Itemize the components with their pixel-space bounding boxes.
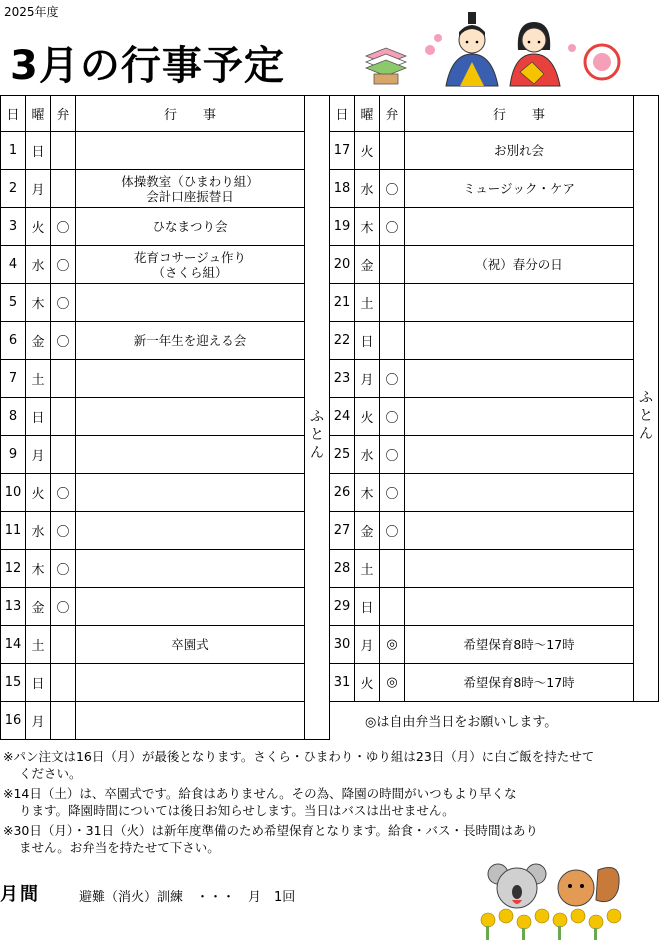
table-row bbox=[330, 360, 659, 398]
footnote bbox=[3, 822, 623, 856]
event-cell bbox=[405, 398, 634, 436]
lunch-cell bbox=[51, 702, 76, 740]
table-row bbox=[1, 664, 330, 702]
day-cell: 4 bbox=[1, 246, 26, 284]
schedule-table-right bbox=[329, 95, 659, 702]
event-cell bbox=[405, 474, 634, 512]
event-cell: お別れ会 bbox=[405, 132, 634, 170]
lunch-cell: 〇 bbox=[380, 208, 405, 246]
lunch-cell bbox=[380, 550, 405, 588]
event-cell bbox=[76, 284, 305, 322]
event-cell: 希望保育8時～17時 bbox=[405, 626, 634, 664]
event-cell: 新一年生を迎える会 bbox=[76, 322, 305, 360]
weekday-cell: 火 bbox=[26, 474, 51, 512]
weekday-cell: 土 bbox=[26, 360, 51, 398]
table-row bbox=[1, 322, 330, 360]
lunch-cell: 〇 bbox=[51, 474, 76, 512]
footnotes bbox=[3, 748, 623, 859]
table-row bbox=[330, 512, 659, 550]
lunch-cell: 〇 bbox=[51, 550, 76, 588]
footnote bbox=[3, 748, 623, 782]
header-weekday: 曜 bbox=[355, 96, 380, 132]
animals-flowers-illustration bbox=[478, 860, 628, 942]
header-day: 日 bbox=[1, 96, 26, 132]
event-cell bbox=[405, 436, 634, 474]
event-cell: ミュージック・ケア bbox=[405, 170, 634, 208]
event-cell bbox=[76, 512, 305, 550]
weekday-cell: 金 bbox=[355, 512, 380, 550]
weekday-cell: 土 bbox=[355, 284, 380, 322]
day-cell: 27 bbox=[330, 512, 355, 550]
schedule-table-left bbox=[0, 95, 330, 740]
lunch-cell bbox=[51, 664, 76, 702]
day-cell: 10 bbox=[1, 474, 26, 512]
event-cell bbox=[405, 208, 634, 246]
table-row bbox=[1, 170, 330, 208]
weekday-cell: 火 bbox=[26, 208, 51, 246]
day-cell: 31 bbox=[330, 664, 355, 702]
day-cell: 30 bbox=[330, 626, 355, 664]
header-weekday: 曜 bbox=[26, 96, 51, 132]
day-cell: 15 bbox=[1, 664, 26, 702]
day-cell: 18 bbox=[330, 170, 355, 208]
event-cell bbox=[405, 550, 634, 588]
weekday-cell: 金 bbox=[355, 246, 380, 284]
day-cell: 7 bbox=[1, 360, 26, 398]
weekday-cell: 金 bbox=[26, 322, 51, 360]
weekday-cell: 火 bbox=[355, 132, 380, 170]
nanohana-flower-icon bbox=[481, 909, 621, 929]
event-cell bbox=[405, 360, 634, 398]
table-row bbox=[1, 702, 330, 740]
event-cell bbox=[76, 664, 305, 702]
weekday-cell: 土 bbox=[355, 550, 380, 588]
weekday-cell: 日 bbox=[355, 322, 380, 360]
footnote-line: ※パン注文は16日（月）が最後となります。さくら・ひまわり・ゆり組は23日（月）に白ご飯を持たせて bbox=[3, 749, 595, 764]
event-cell bbox=[405, 588, 634, 626]
weekday-cell: 水 bbox=[355, 436, 380, 474]
weekday-cell: 木 bbox=[355, 208, 380, 246]
day-cell: 20 bbox=[330, 246, 355, 284]
footnote-line: ※30日（月）・31日（火）は新年度準備のため希望保育となります。給食・バス・長時間はあり bbox=[3, 823, 539, 838]
lunch-cell: 〇 bbox=[51, 322, 76, 360]
table-row bbox=[1, 398, 330, 436]
lunch-cell: 〇 bbox=[380, 436, 405, 474]
day-cell: 23 bbox=[330, 360, 355, 398]
weekday-cell: 水 bbox=[26, 246, 51, 284]
header-event: 行 事 bbox=[405, 96, 634, 132]
weekday-cell: 月 bbox=[26, 702, 51, 740]
event-cell bbox=[76, 550, 305, 588]
table-row bbox=[330, 474, 659, 512]
day-cell: 28 bbox=[330, 550, 355, 588]
event-cell: 希望保育8時～17時 bbox=[405, 664, 634, 702]
weekday-cell: 火 bbox=[355, 664, 380, 702]
lunch-cell bbox=[51, 360, 76, 398]
lunch-cell: 〇 bbox=[380, 512, 405, 550]
table-row bbox=[330, 132, 659, 170]
day-cell: 3 bbox=[1, 208, 26, 246]
lunch-cell: 〇 bbox=[51, 246, 76, 284]
day-cell: 29 bbox=[330, 588, 355, 626]
event-cell bbox=[76, 132, 305, 170]
lunch-cell: ◎ bbox=[380, 626, 405, 664]
table-row bbox=[330, 246, 659, 284]
day-cell: 1 bbox=[1, 132, 26, 170]
day-cell: 5 bbox=[1, 284, 26, 322]
day-cell: 14 bbox=[1, 626, 26, 664]
hina-dolls-illustration bbox=[362, 6, 627, 92]
footnote-line: ります。降園時間については後日お知らせします。当日はバスは出せません。 bbox=[19, 803, 455, 818]
lunch-cell bbox=[51, 132, 76, 170]
table-row bbox=[1, 208, 330, 246]
lunch-cell bbox=[380, 322, 405, 360]
event-cell: 体操教室（ひまわり組） 会計口座振替日 bbox=[76, 170, 305, 208]
year-label: 2025年度 bbox=[4, 5, 59, 19]
weekday-cell: 日 bbox=[26, 664, 51, 702]
weekday-cell: 日 bbox=[26, 132, 51, 170]
lunch-cell bbox=[380, 132, 405, 170]
lunch-note: ◎は自由弁当日をお願いします。 bbox=[365, 715, 558, 730]
lunch-cell bbox=[51, 436, 76, 474]
table-row bbox=[330, 664, 659, 702]
day-cell: 13 bbox=[1, 588, 26, 626]
lunch-cell: 〇 bbox=[380, 474, 405, 512]
lunch-cell bbox=[51, 626, 76, 664]
event-cell: （祝）春分の日 bbox=[405, 246, 634, 284]
lunch-cell bbox=[380, 246, 405, 284]
table-row bbox=[330, 284, 659, 322]
header-futon-blank bbox=[634, 96, 659, 132]
weekday-cell: 土 bbox=[26, 626, 51, 664]
weekday-cell: 月 bbox=[26, 436, 51, 474]
table-row bbox=[1, 512, 330, 550]
temari-ball-icon bbox=[585, 45, 619, 79]
footnote-line: ません。お弁当を持たせて下さい。 bbox=[19, 840, 220, 855]
event-cell bbox=[76, 360, 305, 398]
day-cell: 24 bbox=[330, 398, 355, 436]
table-row bbox=[1, 588, 330, 626]
event-cell: 花育コサージュ作り （さくら組） bbox=[76, 246, 305, 284]
event-cell bbox=[76, 436, 305, 474]
weekday-cell: 月 bbox=[355, 626, 380, 664]
header-futon-blank bbox=[305, 96, 330, 132]
day-cell: 16 bbox=[1, 702, 26, 740]
table-row bbox=[330, 208, 659, 246]
table-row bbox=[1, 550, 330, 588]
footnote-line: ※14日（土）は、卒園式です。給食はありません。その為、降園の時間がいつもより早くな bbox=[3, 786, 517, 801]
event-cell bbox=[405, 512, 634, 550]
table-row bbox=[330, 170, 659, 208]
footnote-line: ください。 bbox=[19, 766, 82, 781]
lunch-cell: 〇 bbox=[51, 588, 76, 626]
lunch-cell: 〇 bbox=[380, 170, 405, 208]
lunch-cell: 〇 bbox=[380, 360, 405, 398]
lunch-cell bbox=[380, 284, 405, 322]
table-header-row bbox=[330, 96, 659, 132]
header-day: 日 bbox=[330, 96, 355, 132]
weekday-cell: 水 bbox=[355, 170, 380, 208]
table-row bbox=[330, 550, 659, 588]
monthly-text: 避難（消火）訓練 ・・・ 月 1回 bbox=[79, 890, 296, 905]
weekday-cell: 日 bbox=[26, 398, 51, 436]
event-cell bbox=[405, 322, 634, 360]
lunch-cell: 〇 bbox=[51, 208, 76, 246]
table-row bbox=[330, 322, 659, 360]
table-row bbox=[1, 246, 330, 284]
lunch-cell bbox=[380, 588, 405, 626]
koala-icon bbox=[488, 864, 546, 908]
monthly-label: 月間 bbox=[0, 884, 40, 905]
weekday-cell: 火 bbox=[355, 398, 380, 436]
lunch-cell: 〇 bbox=[51, 284, 76, 322]
table-row bbox=[1, 436, 330, 474]
header-lunch: 弁 bbox=[51, 96, 76, 132]
squirrel-icon bbox=[558, 868, 619, 907]
futon-label: ふ と ん bbox=[310, 409, 324, 462]
lunch-cell: 〇 bbox=[51, 512, 76, 550]
table-row bbox=[1, 132, 330, 170]
futon-cell bbox=[305, 132, 330, 740]
header-lunch: 弁 bbox=[380, 96, 405, 132]
day-cell: 25 bbox=[330, 436, 355, 474]
day-cell: 11 bbox=[1, 512, 26, 550]
day-cell: 12 bbox=[1, 550, 26, 588]
weekday-cell: 木 bbox=[26, 284, 51, 322]
page-title: 3月の行事予定 bbox=[10, 43, 285, 89]
table-header-row bbox=[1, 96, 330, 132]
lunch-cell bbox=[51, 398, 76, 436]
weekday-cell: 木 bbox=[26, 550, 51, 588]
day-cell: 19 bbox=[330, 208, 355, 246]
day-cell: 22 bbox=[330, 322, 355, 360]
ohina-doll-icon bbox=[510, 22, 560, 86]
odairi-doll-icon bbox=[446, 12, 498, 86]
day-cell: 26 bbox=[330, 474, 355, 512]
event-cell: ひなまつり会 bbox=[76, 208, 305, 246]
weekday-cell: 水 bbox=[26, 512, 51, 550]
weekday-cell: 日 bbox=[355, 588, 380, 626]
weekday-cell: 月 bbox=[26, 170, 51, 208]
table-row bbox=[330, 398, 659, 436]
table-row bbox=[1, 284, 330, 322]
day-cell: 6 bbox=[1, 322, 26, 360]
weekday-cell: 月 bbox=[355, 360, 380, 398]
event-cell bbox=[76, 474, 305, 512]
day-cell: 17 bbox=[330, 132, 355, 170]
event-cell bbox=[76, 702, 305, 740]
event-cell bbox=[76, 588, 305, 626]
weekday-cell: 金 bbox=[26, 588, 51, 626]
event-cell bbox=[405, 284, 634, 322]
day-cell: 21 bbox=[330, 284, 355, 322]
lunch-cell: ◎ bbox=[380, 664, 405, 702]
table-row bbox=[1, 626, 330, 664]
lunch-cell: 〇 bbox=[380, 398, 405, 436]
table-row bbox=[330, 626, 659, 664]
futon-label: ふ と ん bbox=[639, 390, 653, 443]
peach-flower-icon bbox=[425, 34, 576, 55]
day-cell: 9 bbox=[1, 436, 26, 474]
event-cell: 卒園式 bbox=[76, 626, 305, 664]
table-row bbox=[330, 436, 659, 474]
hishimochi-icon bbox=[366, 48, 406, 84]
header-event: 行 事 bbox=[76, 96, 305, 132]
day-cell: 2 bbox=[1, 170, 26, 208]
futon-cell bbox=[634, 132, 659, 702]
weekday-cell: 木 bbox=[355, 474, 380, 512]
table-row bbox=[1, 360, 330, 398]
event-cell bbox=[76, 398, 305, 436]
lunch-cell bbox=[51, 170, 76, 208]
table-row bbox=[1, 474, 330, 512]
table-row bbox=[330, 588, 659, 626]
day-cell: 8 bbox=[1, 398, 26, 436]
footnote bbox=[3, 785, 623, 819]
